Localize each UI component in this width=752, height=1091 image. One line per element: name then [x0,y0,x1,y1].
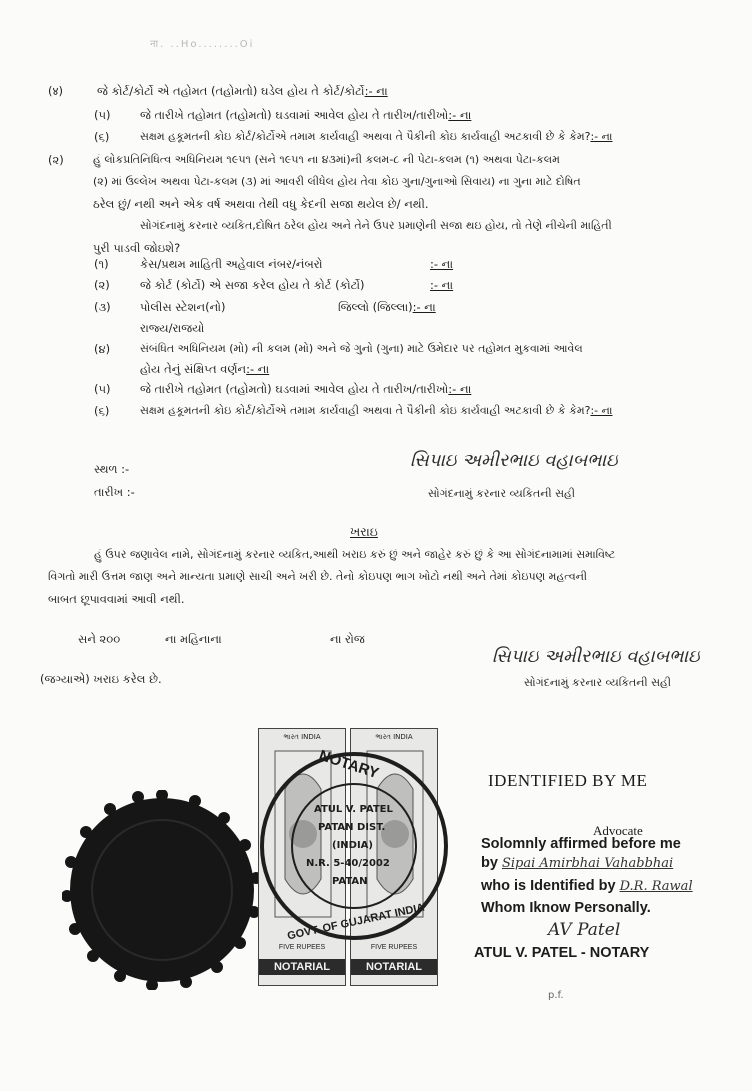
item2-3-answer: :- ના [246,362,270,376]
by-label: by [481,855,498,871]
place-label: સ્થળ :- [94,462,130,476]
item1-0-answer: :- ના [364,84,388,98]
notary-seal [256,748,452,944]
item1-1-answer: :- ના [448,108,472,122]
item2-4-answer: :- ના [448,382,472,396]
verification-month: ના મહિનાના [165,632,222,646]
stamp-2-top: ભારત INDIA [375,733,413,741]
stamp-2-value: FIVE RUPEES [370,944,418,951]
verification-year: સને ૨૦૦ [78,632,121,646]
item2-4-num: (૫) [94,382,111,396]
item1-2-answer: :- ના [590,130,613,143]
item2-4-text: જે તારીખે તહોમત (તહોમતો) ઘડવામાં આવેલ હોય તે તારીખ/તારીખો [140,382,449,396]
item2-2-text: પોલીસ સ્ટેશન(નો) [140,300,226,314]
item2-1-text: જે કોર્ટ (કોર્ટો) એ સજા કરેલ હોય તે કોર્ટ (કોર્ટો) [140,278,365,292]
item2-3 [140,362,269,377]
item1-2 [140,130,613,144]
verification-line2: વિગતો મારી ઉત્તમ જાણ અને માન્યતા પ્રમાણે સાચી અને ખરી છે. તેનો કોઇપણ ભાગ ખોટો નથી અને તેમાં કોઇપણ મહત્વની [48,570,588,583]
seal-line4: N.R. 5-40/2002 [306,858,390,869]
item1-2-text: સક્ષમ હકૂમતની કોઇ કોર્ટ/કોર્ટોએ તમામ કાર્યવાહી અથવા તે પૈકીની કોઇ કાર્યવાહી અટકાવી છે કે કેમ? [140,130,591,143]
item2-3-text: સંબંધિત અધિનિયમ (મો) ની કલમ (મો) અને જે ગુનો (ગુના) માટે ઉમેદાર પર તહોમત મુકવામાં આવેલ [140,342,583,355]
stamp-1-label: NOTARIAL [259,959,345,975]
verification-heading: ખરાઇ [350,524,378,539]
seal-line2: PATAN DIST. [318,822,386,833]
verification-day: ના રોજ [330,632,365,646]
item1-0-num: (४) [48,84,63,98]
verification-line3: બાબત છૂપાવવામાં આવી નથી. [48,592,185,606]
item1-1 [140,108,471,123]
signature-1: સિપાઇ અમીરભાઇ વહાબભાઇ [410,450,618,471]
item2-2-text2: જિલ્લો (જિલ્લા) [338,300,413,314]
by-value: Sipai Amirbhai Vahabbhai [501,856,674,871]
identified-by-me: IDENTIFIED BY ME [488,771,648,790]
verification-place: (જગ્યાએ) ખરાઇ કરેલ છે. [40,672,162,686]
item1-0-text: જે કોર્ટ/કોર્ટો એ તહોમત (તહોમતો) ઘડેલ હોય તે કોર્ટ/કોર્ટો [97,84,365,98]
item2-0-num: (૧) [94,257,109,271]
item2-2-answer: :- ના [412,300,436,314]
item2-4 [140,382,471,397]
identified-by-line [481,878,693,894]
item1-0 [97,84,388,99]
seal-line5: PATAN [332,876,368,887]
advocate-label: Advocate [593,823,643,838]
seal-ring-top: NOTARY [316,746,381,783]
item1-1-num: (૫) [94,108,111,122]
item2-3-num: (૪) [94,342,111,356]
item1-2-num: (૬) [94,130,110,144]
seal-line1: ATUL V. PATEL [314,804,393,815]
notary-signature: AV Patel [548,920,621,940]
verification-line1: હું ઉપર જણાવેલ નામે, સોગંદનામું કરનાર વ્યકિત,આથી ખરાઇ કરું છું અને જાહેર કરું છું કે આ સોગંદનામામાં સમાવિષ્ટ [94,548,616,561]
header-faint-text: ना. ..Ho........Oi [150,39,255,50]
item2-2-text3: રાજ્ય/રાજયો [140,321,205,335]
affirmed-line: Solomnly affirmed before me [481,836,681,852]
item2-5-answer: :- ના [590,404,613,417]
section2-num: (૨) [48,153,64,167]
item2-0-answer: :- ના [430,257,454,271]
section2-line2: (૨) માં ઉલ્લેખ અથવા પેટા-કલમ (૩) માં આવરી લીધેલ હોય તેવા કોઇ ગુના/ગુનાઓ સિવાય) ના ગુના માટે દોષિત [93,175,581,188]
signature-2-caption: સોગંદનામું કરનાર વ્યકિતની સહી [524,676,672,689]
signature-2: સિપાઇ અમીરભાઇ વહાબભાઇ [492,646,700,667]
item2-1-num: (૨) [94,278,110,292]
signature-1-caption: સોગંદનામું કરનાર વ્યકિતની સહી [428,487,576,500]
section2-line4: સોગંદનામું કરનાર વ્યકિત,દોષિત ઠરેલ હોય અને તેને ઉપર પ્રમાણેની સજા થઇ હોય, તો તેણે નીચેની માહિતી [140,219,612,232]
stamp-2-label: NOTARIAL [351,959,437,975]
item2-1-answer: :- ના [430,278,454,292]
item1-1-text: જે તારીખે તહોમત (તહોમતો) ઘડવામાં આવેલ હોય તે તારીખ/તારીખો [140,108,449,122]
embossed-seal-icon [62,790,262,990]
section2-line1: હું લોકપ્રતિનિધિત્વ અધિનિયમ ૧૯૫૧ (સને ૧૯૫૧ ના ૪૩માં)ની કલમ-૮ ની પેટા-કલમ (૧) અથવા પેટા-કલમ [93,153,560,166]
notary-name: ATUL V. PATEL - NOTARY [474,945,650,961]
item2-0-text: કેસ/પ્રથમ માહિતી અહેવાલ નંબર/નંબરો [140,257,323,271]
date-label: તારીખ :- [94,485,135,499]
item2-2-num: (૩) [94,300,111,314]
seal-line3: (INDIA) [332,840,373,851]
by-line [481,855,673,871]
identified-by-label: who is Identified by [481,878,616,894]
stamp-1-top: ભારત INDIA [283,733,321,741]
know-line: Whom Iknow Personally. [481,900,651,916]
section2-line3: ઠરેલ છું/ નથી અને એક વર્ષ અથવા તેથી વધુ કેદની સજા થયેલ છે/ નથી. [93,197,429,211]
item2-3-text2: હોય તેનું સંક્ષિપ્ત વર્ણન [140,362,247,376]
item2-5-text: સક્ષમ હકૂમતની કોઇ કોર્ટ/કોર્ટોએ તમામ કાર્યવાહી અથવા તે પૈકીની કોઇ કાર્યવાહી અટકાવી છે કે કેમ? [140,404,591,417]
section2-line5: પુરી પાડવી જોઇશે? [93,241,181,255]
seal-ring-bottom: GOVT. OF GUJARAT INDIA [286,901,426,943]
notary-scribble: p.f. [548,990,564,1001]
stamp-1-value: FIVE RUPEES [278,944,326,951]
item2-2 [338,300,436,315]
item2-5-num: (૬) [94,404,110,418]
item2-5 [140,404,613,418]
identified-by-value: D.R. Rawal [619,879,693,894]
